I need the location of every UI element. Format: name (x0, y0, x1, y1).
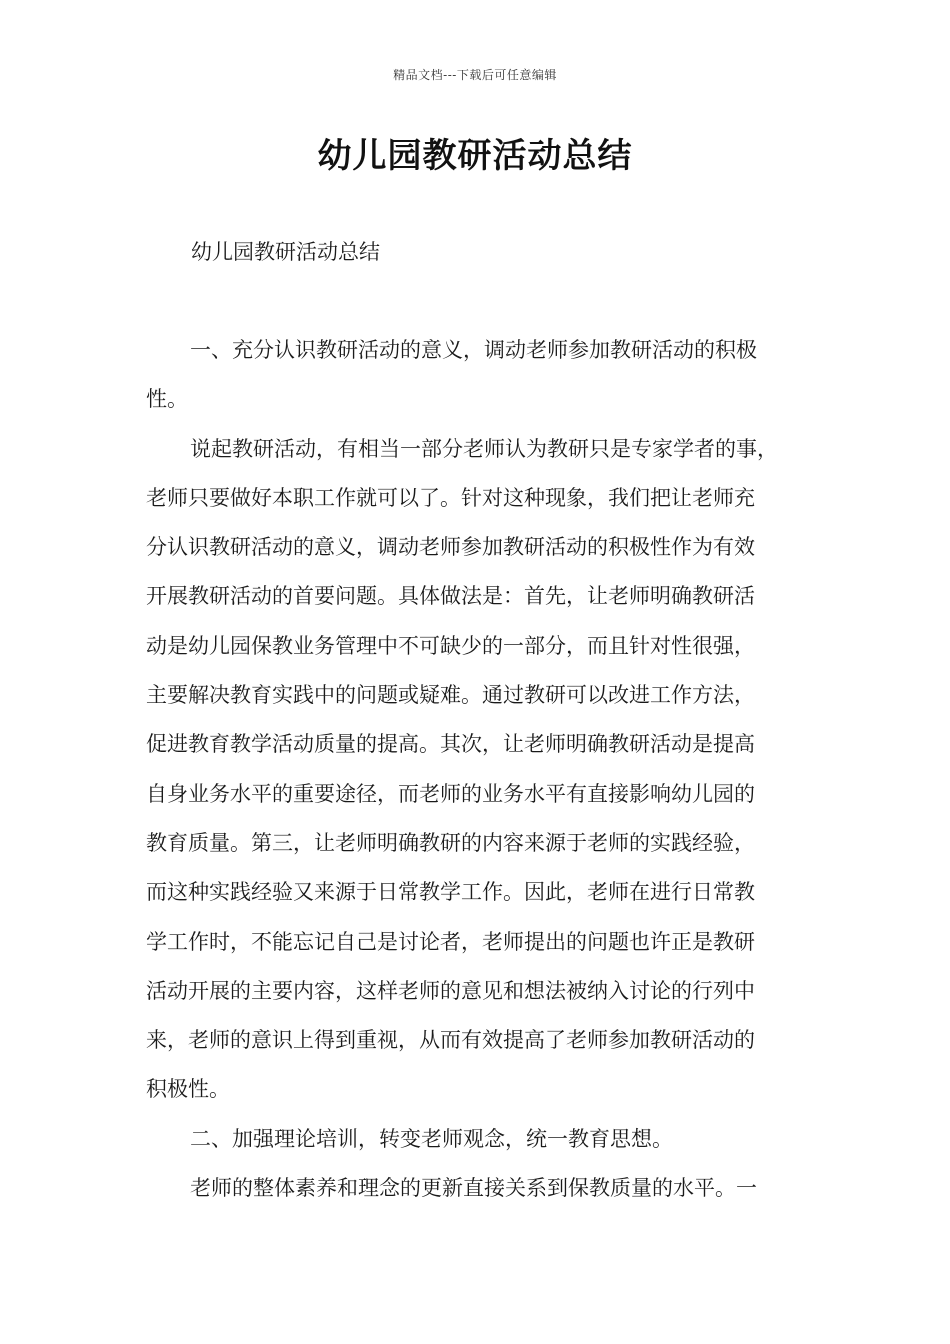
paragraph-start: 老师的整体素养和理念的更新直接关系到保教质量的水平。一 (190, 1176, 757, 1201)
section-heading: 二、加强理论培训，转变老师观念，统一教育思想。 (190, 1126, 673, 1151)
text-line: 性。 (146, 387, 188, 412)
text-line: 来，老师的意识上得到重视，从而有效提高了老师参加教研活动的 (146, 1028, 755, 1053)
text-line: 老师只要做好本职工作就可以了。针对这种现象，我们把让老师充 (146, 485, 755, 510)
text-line: 主要解决教育实践中的问题或疑难。通过教研可以改进工作方法， (146, 683, 755, 708)
text-line: 积极性。 (146, 1077, 230, 1102)
document-subtitle: 幼儿园教研活动总结 (191, 240, 380, 264)
section-heading: 一、充分认识教研活动的意义，调动老师参加教研活动的积极 (190, 338, 757, 362)
text-line: 而这种实践经验又来源于日常教学工作。因此，老师在进行日常教 (146, 880, 755, 905)
text-line: 教育质量。第三，让老师明确教研的内容来源于老师的实践经验， (146, 830, 755, 855)
text-line: 学工作时，不能忘记自己是讨论者，老师提出的问题也许正是教研 (146, 929, 755, 954)
document-title: 幼儿园教研活动总结 (317, 136, 633, 176)
paragraph-start: 说起教研活动，有相当一部分老师认为教研只是专家学者的事， (190, 436, 778, 461)
text-line: 活动开展的主要内容，这样老师的意见和想法被纳入讨论的行列中 (146, 978, 755, 1003)
body-text (146, 326, 810, 1213)
header-note: 精品文档---下载后可任意编辑 (393, 68, 557, 82)
text-line: 自身业务水平的重要途径，而老师的业务水平有直接影响幼儿园的 (146, 781, 755, 806)
text-line: 动是幼儿园保教业务管理中不可缺少的一部分，而且针对性很强， (146, 633, 755, 658)
text-line: 促进教育教学活动质量的提高。其次，让老师明确教研活动是提高 (146, 732, 755, 757)
text-line: 开展教研活动的首要问题。具体做法是：首先，让老师明确教研活 (146, 584, 755, 609)
text-line: 分认识教研活动的意义，调动老师参加教研活动的积极性作为有效 (146, 535, 755, 560)
